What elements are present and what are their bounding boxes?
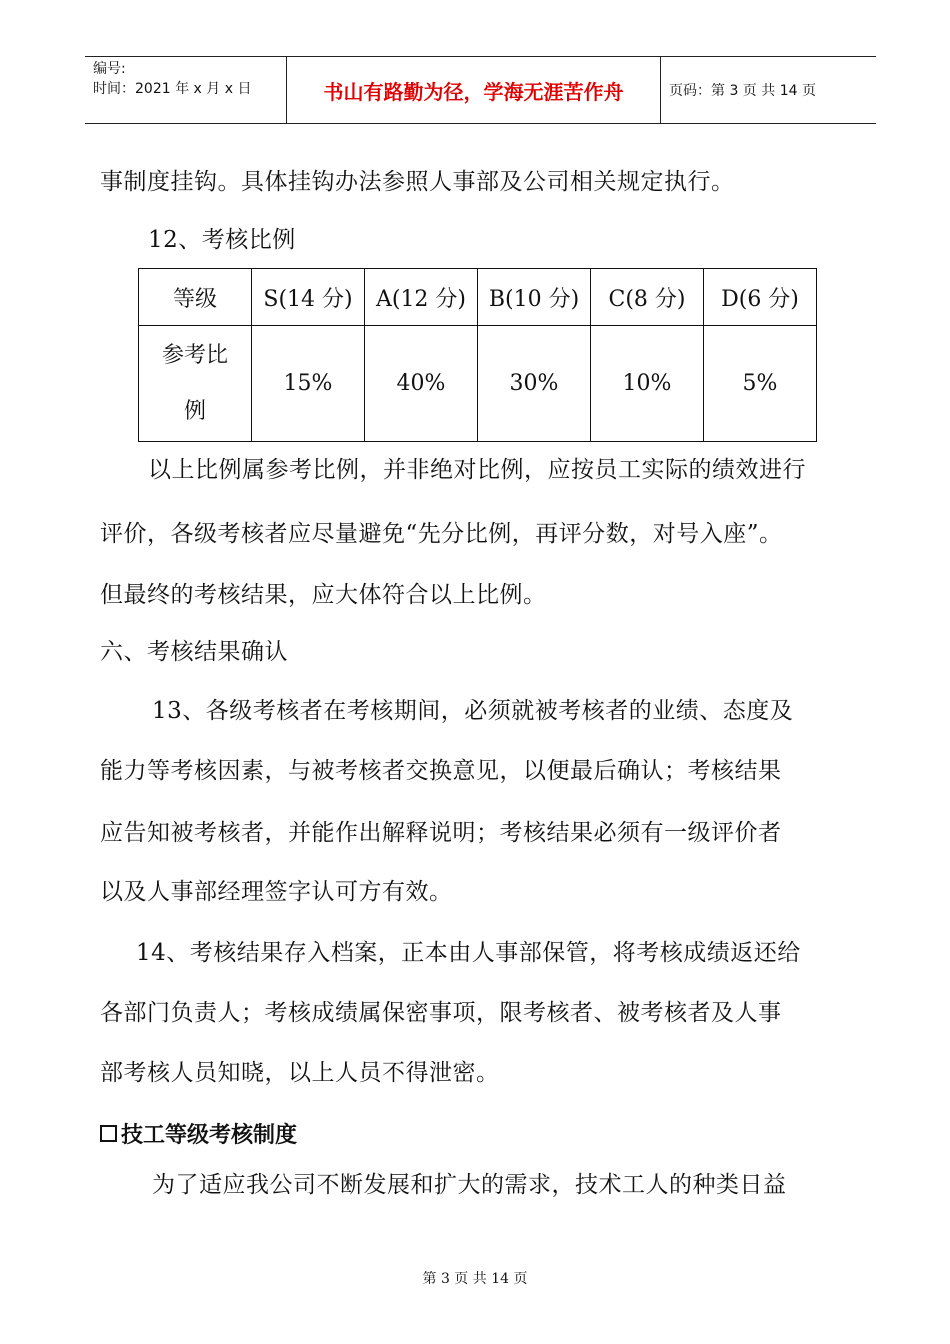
ratio-table [138, 268, 817, 442]
table-cell: 40% [365, 326, 478, 442]
table-header-cell: D(6 分) [704, 269, 817, 326]
header-page-info: 页码：第 3 页 共 14 页 [669, 83, 816, 99]
paragraph-line: 评价，各级考核者应尽量避免“先分比例，再评分数，对号入座”。 [100, 521, 783, 547]
table-cell: 15% [252, 326, 365, 442]
table-header-cell: C(8 分) [591, 269, 704, 326]
page-footer: 第 3 页 共 14 页 [422, 1271, 528, 1287]
page-header [85, 56, 876, 124]
table-cell: 10% [591, 326, 704, 442]
paragraph-line: 14、考核结果存入档案，正本由人事部保管，将考核成绩返还给 [136, 940, 801, 966]
paragraph-line: 部考核人员知晓，以上人员不得泄密。 [100, 1060, 500, 1086]
table-cell: 5% [704, 326, 817, 442]
row-label-top: 参考比 [161, 342, 228, 368]
paragraph-line: 以上比例属参考比例，并非绝对比例，应按员工实际的绩效进行 [148, 457, 806, 483]
table-row [139, 326, 817, 442]
table-cell: 30% [478, 326, 591, 442]
table-header-cell: 等级 [139, 269, 252, 326]
number-label: 编号: [93, 61, 126, 77]
item-title: 12、考核比例 [148, 227, 296, 253]
paragraph-line: 但最终的考核结果，应大体符合以上比例。 [100, 582, 547, 608]
table-header-cell: A(12 分) [365, 269, 478, 326]
section-title: 六、考核结果确认 [100, 639, 288, 665]
header-motto: 书山有路勤为径，学海无涯苦作舟 [323, 79, 624, 104]
table-row [139, 269, 817, 326]
header-divider [660, 57, 661, 123]
table-header-cell: B(10 分) [478, 269, 591, 326]
section-heading [100, 1118, 297, 1149]
paragraph-line: 应告知被考核者，并能作出解释说明；考核结果必须有一级评价者 [100, 820, 782, 846]
table-header-cell: S(14 分) [252, 269, 365, 326]
paragraph-line: 为了适应我公司不断发展和扩大的需求，技术工人的种类日益 [152, 1172, 787, 1198]
paragraph-line: 事制度挂钩。具体挂钩办法参照人事部及公司相关规定执行。 [100, 169, 735, 195]
time-label: 时间：2021 年 x 月 x 日 [93, 81, 252, 97]
paragraph-line: 13、各级考核者在考核期间，必须就被考核者的业绩、态度及 [152, 698, 794, 724]
table-row-label [139, 326, 252, 442]
heading-text: 技工等级考核制度 [121, 1123, 298, 1148]
checkbox-square-icon [100, 1125, 117, 1142]
paragraph-line: 能力等考核因素，与被考核者交换意见，以便最后确认；考核结果 [100, 758, 782, 784]
paragraph-line: 以及人事部经理签字认可方有效。 [100, 879, 453, 905]
header-meta [93, 59, 251, 99]
row-label-bottom: 例 [183, 398, 206, 424]
paragraph-line: 各部门负责人；考核成绩属保密事项，限考核者、被考核者及人事 [100, 1000, 782, 1026]
